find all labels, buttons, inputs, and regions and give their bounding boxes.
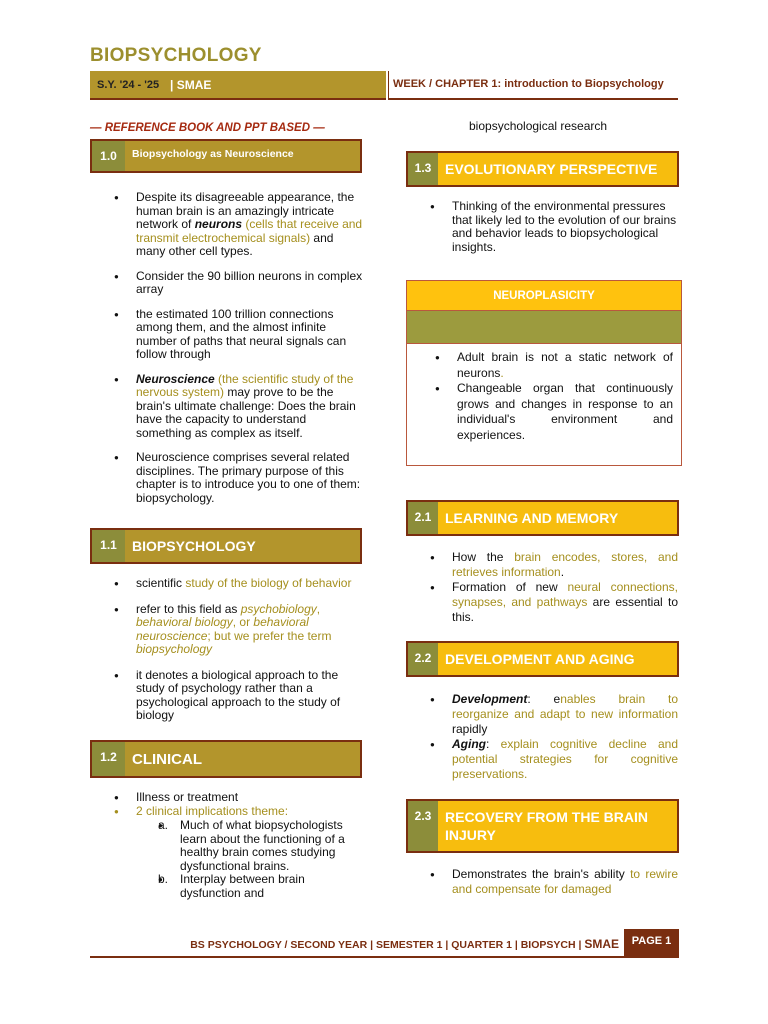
sub-list-item: ● b. Interplay between brain dysfunction and [158,873,364,900]
header-bar-left [90,71,386,100]
list-item: ● Aging: explain cognitive decline and potential strategies for cognitive preservations. [430,737,678,782]
author-tag: | SMAE [170,78,212,92]
section-1-1-list [114,577,364,723]
section-title: BIOPSYCHOLOGY [125,530,360,562]
section-2-2-header [406,641,679,677]
reference-note: — REFERENCE BOOK AND PPT BASED — [90,122,325,134]
section-title: Biopsychology as Neuroscience [125,141,360,171]
sub-list [136,819,364,900]
list-item: ● Despite its disagreeable appearance, the human brain is an amazingly intricate network of neurons (cells that receive and transmit electrochemical signals) and many other cell types. [114,191,364,259]
section-number: 1.3 [408,153,438,185]
section-1-2-list [114,791,364,900]
section-2-2-list [430,692,678,782]
neuroplasticity-title: NEUROPLASICITY [407,281,681,311]
section-title: EVOLUTIONARY PERSPECTIVE [438,153,677,185]
document-title: BIOPSYCHOLOGY [90,45,262,66]
list-item: ● Changeable organ that continuously grows and changes in response to an individual's environment and experiences. [435,381,673,443]
list-item: ● Consider the 90 billion neurons in complex array [114,270,364,297]
section-1-0-list [114,191,364,505]
list-item: ● How the brain encodes, stores, and retrieves information. [430,550,678,580]
footer-text: BS PSYCHOLOGY / SECOND YEAR | SEMESTER 1 | QUARTER 1 | BIOPSYCH | SMAE [190,937,619,951]
list-item: ● 2 clinical implications theme: ● a. Much of what biopsychologists learn about the functioning of a healthy brain comes studying dysfunctional brains. ● b. Interplay between brain dysfunction and [114,805,364,901]
neuroplasticity-band [407,311,681,344]
section-number: 2.3 [408,801,438,851]
sub-list-item: ● a. Much of what biopsychologists learn about the functioning of a healthy brain comes studying dysfunctional brains. [158,819,364,873]
section-1-1-header [90,528,362,564]
section-number: 1.0 [92,141,125,171]
continued-text: biopsychological research [469,119,608,133]
section-1-3-header [406,151,679,187]
list-item: ● it denotes a biological approach to the study of psychology rather than a psychological approach to the study of biology [114,669,364,723]
week-chapter: WEEK / CHAPTER 1: introduction to Biopsychology [393,78,664,90]
neuroplasticity-list [435,350,673,443]
list-item: ● Formation of new neural connections, synapses, and pathways are essential to this. [430,580,678,625]
header-bar-right [388,71,678,100]
section-number: 1.1 [92,530,125,562]
list-item: ● Illness or treatment [114,791,364,805]
list-item: ● Adult brain is not a static network of neurons. [435,350,673,381]
section-title: LEARNING AND MEMORY [438,502,677,534]
section-title: DEVELOPMENT AND AGING [438,643,677,675]
section-number: 2.2 [408,643,438,675]
page-footer [90,929,679,958]
section-2-1-list [430,550,678,625]
section-1-0-header [90,139,362,173]
section-number: 1.2 [92,742,125,776]
page-number: PAGE 1 [624,929,679,958]
section-2-1-header [406,500,679,536]
list-item: ● scientific study of the biology of behavior [114,577,364,591]
list-item: ● the estimated 100 trillion connections among them, and the almost infinite number of paths that neural signals can follow through [114,308,364,362]
section-1-2-header [90,740,362,778]
neuroplasticity-box [406,280,682,466]
section-1-3-list [430,200,678,254]
list-item: ● Thinking of the environmental pressures that likely led to the evolution of our brains and behavior leads to biopsychological insights. [430,200,678,254]
section-title: CLINICAL [125,742,360,776]
section-title: RECOVERY FROM THE BRAIN INJURY [438,801,677,851]
section-number: 2.1 [408,502,438,534]
section-2-3-list [430,867,678,897]
section-2-3-header [406,799,679,853]
list-item: ● Demonstrates the brain's ability to rewire and compensate for damaged [430,867,678,897]
list-item: ● Neuroscience (the scientific study of the nervous system) may prove to be the brain's ultimate challenge: Does the brain have the capacity to understand something as complex as itself. [114,373,364,441]
list-item: ● Neuroscience comprises several related disciplines. The primary purpose of this chapter is to introduce you to one of them: biopsychology. [114,451,364,505]
list-item: ● Development: enables brain to reorganize and adapt to new information rapidly [430,692,678,737]
list-item: ● refer to this field as psychobiology, behavioral biology, or behavioral neuroscience; but we prefer the term biopsychology [114,603,364,657]
school-year: S.Y. '24 - '25 [97,79,160,91]
